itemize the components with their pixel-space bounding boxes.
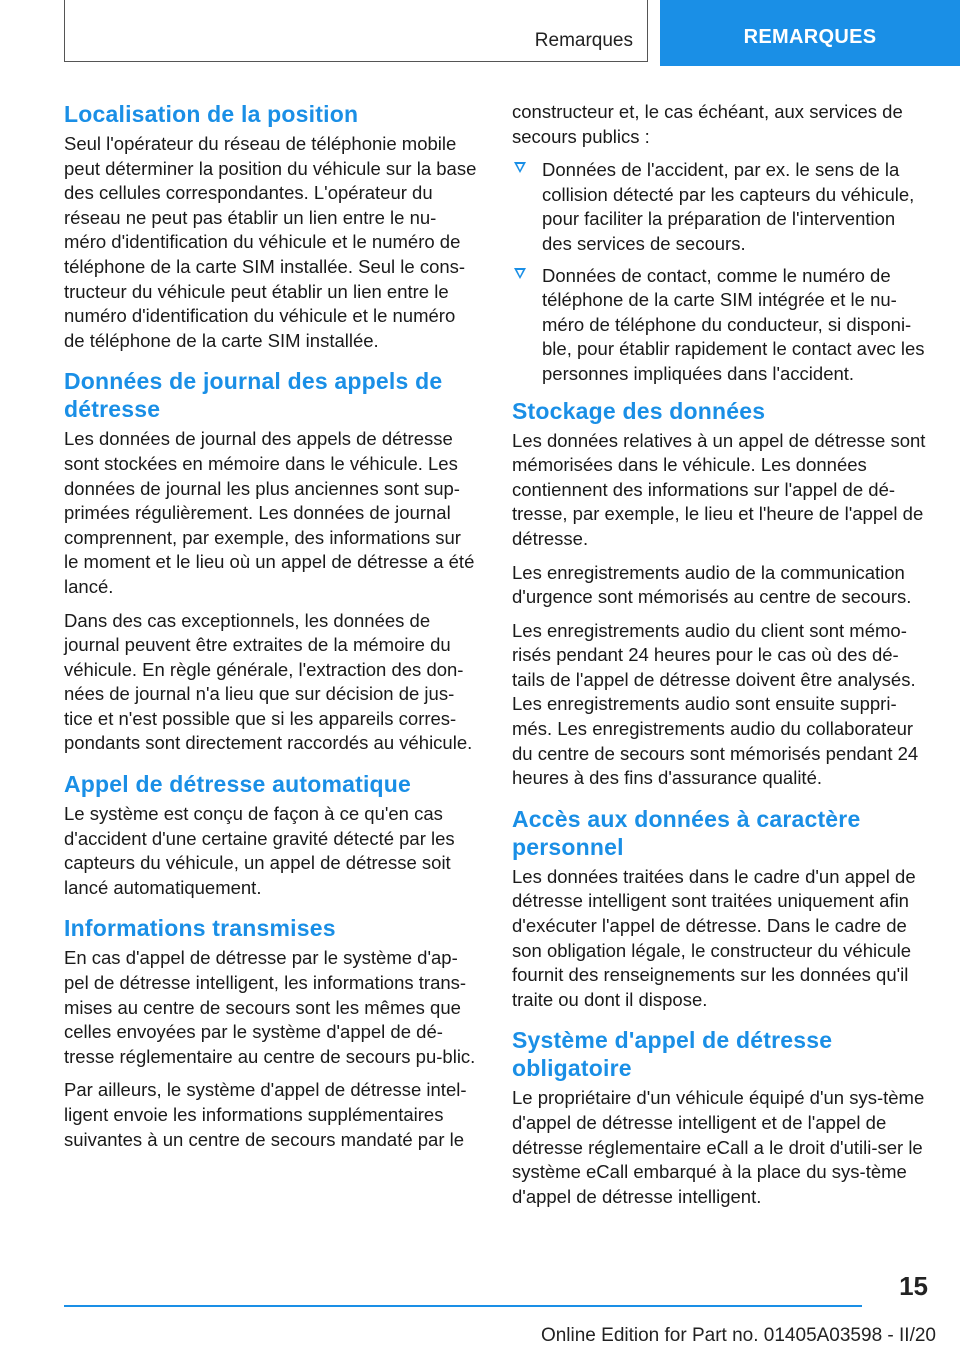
bullet-list <box>512 158 930 386</box>
footer-divider <box>64 1305 862 1307</box>
paragraph: En cas d'appel de détresse par le système d'ap-pel de détresse intelligent, les informations trans-mises au centre de secours sont les mêmes que celles envoyées par le système d'appel de dé-tresse réglementaire au centre de secours pu-blic. <box>64 947 476 1067</box>
header-section-label: Remarques <box>534 30 633 51</box>
continuation-paragraph: constructeur et, le cas échéant, aux services de secours publics : <box>512 101 903 147</box>
paragraph: Les données de journal des appels de détresse sont stockées en mémoire dans le véhicule. Les données de journal les plus anciennes sont sup-primées régulièrement. Les données de journal comprennent, par exemple, des informations sur le moment et le lieu où un appel de détresse a été lancé. <box>64 428 475 597</box>
paragraph: Dans des cas exceptionnels, les données de journal peuvent être extraites de la mémoire du véhicule. En règle générale, l'extraction des don-nées de journal n'a lieu que sur décision de jus-tice et n'est possible que si les appareils corres-pondants sont directement raccordés au véhicule. <box>64 609 473 754</box>
section-informations-transmises <box>64 914 478 1152</box>
paragraph: Les enregistrements audio du client sont mémo-risés pendant 24 heures pour le cas où des dé-tails de l'appel de détresse doivent être analysés. Les enregistrements audio sont ensuite suppri-més. Les enregistrements audio du collaborateur du centre de secours sont mémorisés pendant 24 heures à des fins d'assurance qualité. <box>512 619 919 789</box>
section-heading: Accès aux données à caractère personnel <box>512 805 861 860</box>
paragraph: Les données relatives à un appel de détresse sont mémorisées dans le véhicule. Les données contiennent des informations sur l'appel de dé-tresse, par exemple, le lieu et l'heure de l'appel de détresse. <box>512 429 926 549</box>
triangle-bullet-icon <box>514 268 526 279</box>
section-stockage <box>512 397 930 791</box>
section-journal <box>64 367 478 756</box>
section-heading: Localisation de la position <box>64 101 359 127</box>
section-acces-donnees <box>512 805 930 1013</box>
section-systeme-obligatoire <box>512 1026 930 1209</box>
section-heading: Informations transmises <box>64 915 336 942</box>
paragraph: Seul l'opérateur du réseau de téléphonie mobile peut déterminer la position du véhicule sur la base des cellules correspondantes. L'opérateur du réseau ne peut pas établir un lien entre le nu-méro d'identification du véhicule et le numéro de téléphone de la carte SIM installée. Seul le cons-tructeur du véhicule peut établir un lien entre le numéro d'identification du véhicule et le numéro de téléphone de la carte SIM installée. <box>64 133 477 351</box>
list-item-text: Données de l'accident, par ex. le sens de la collision détecté par les capteurs du véhicule, pour faciliter la préparation de l'intervention des services de secours. <box>542 159 915 254</box>
list-item-text: Données de contact, comme le numéro de téléphone de la carte SIM intégrée et le nu-méro de téléphone du conducteur, si disponi-ble, pour établir rapidement le contact avec les personnes impliquées dans l'accident. <box>542 264 925 384</box>
page-number: 15 <box>899 1271 928 1301</box>
paragraph: Le système est conçu de façon à ce qu'en cas d'accident d'une certaine gravité détecté par les capteurs du véhicule, un appel de détresse soit lancé automatiquement. <box>64 803 455 898</box>
paragraph: Les enregistrements audio de la communication d'urgence sont mémorisés au centre de secours. <box>512 561 912 608</box>
section-heading: Appel de détresse automatique <box>64 771 412 798</box>
right-column <box>512 100 930 1223</box>
paragraph: Les données traitées dans le cadre d'un appel de détresse intelligent sont traitées uniquement afin d'exécuter l'appel de détresse. Dans le cadre de son obligation légale, le constructeur du véhicule fournit des renseignements sur les données qu'il traite ou dont il dispose. <box>512 865 916 1010</box>
paragraph: Le propriétaire d'un véhicule équipé d'un sys-tème d'appel de détresse intelligent et de l'appel de détresse réglementaire eCall a le droit d'utili-ser le système eCall embarqué à la place du sys-tème d'appel de détresse intelligent. <box>512 1087 925 1207</box>
section-heading: Stockage des données <box>512 397 766 424</box>
section-heading: Système d'appel de détresse obligatoire <box>512 1027 833 1082</box>
list-item <box>512 264 930 387</box>
paragraph: Par ailleurs, le système d'appel de détresse intel-ligent envoie les informations supplémentaires suivantes à un centre de secours mandaté par le <box>64 1079 467 1150</box>
left-column <box>64 100 478 1166</box>
header-box <box>64 0 648 62</box>
list-item <box>512 158 930 256</box>
triangle-bullet-icon <box>514 162 526 173</box>
section-appel-automatique <box>64 770 478 900</box>
header-tab[interactable]: REMARQUES <box>660 0 960 66</box>
section-localisation <box>64 100 478 353</box>
section-heading: Données de journal des appels de détresse <box>64 368 443 423</box>
footer-edition-text: Online Edition for Part no. 01405A03598 - II/20 <box>540 1325 936 1346</box>
